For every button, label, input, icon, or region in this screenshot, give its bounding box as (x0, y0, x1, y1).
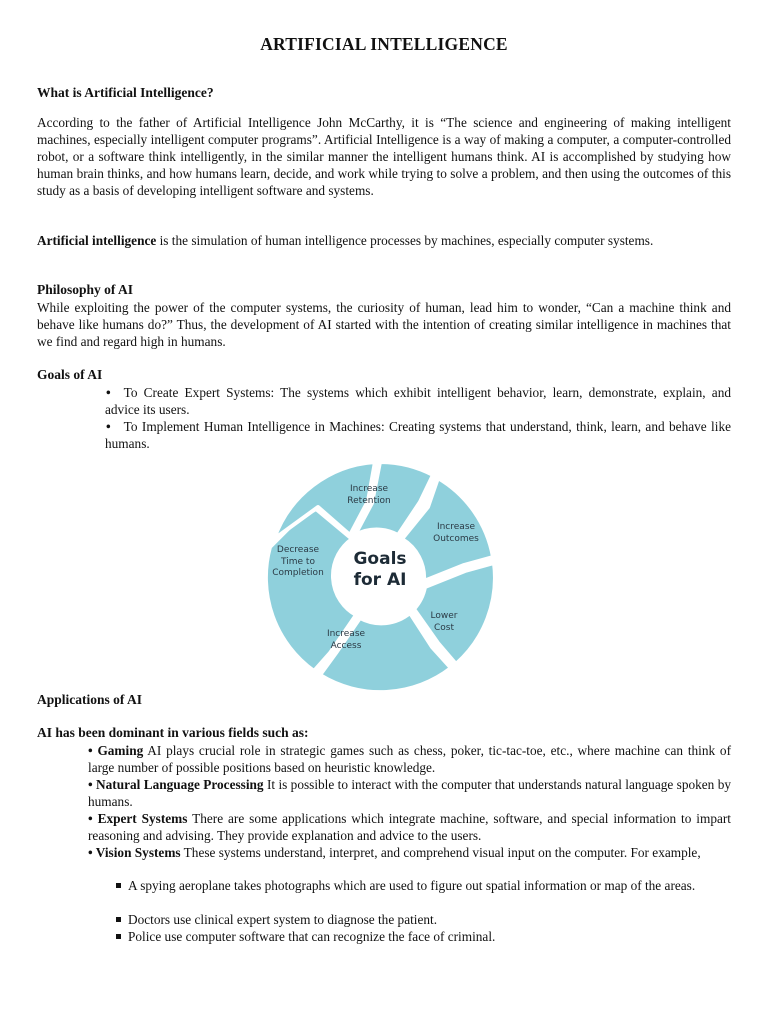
goal-item: • To Create Expert Systems: The systems which exhibit intelligent behavior, learn, demonstrate, explain, and advice its users. (105, 385, 731, 417)
example-text: Police use computer software that can recognize the face of criminal. (128, 929, 496, 944)
square-bullet-icon (116, 917, 121, 922)
paragraph-definition (37, 232, 731, 249)
label-line: Time to (281, 556, 315, 567)
heading-philosophy: Philosophy of AI (37, 282, 134, 297)
field-item-nlp: • Natural Language Processing It is possible to interact with the computer that understands natural language spoken by humans. (88, 777, 731, 809)
heading-what-is-ai: What is Artificial Intelligence? (37, 85, 214, 100)
page-title: ARTIFICIAL INTELLIGENCE (260, 34, 508, 54)
goal-text: To Create Expert Systems: The systems which exhibit intelligent behavior, learn, demonstrate, explain, and advice its users. (105, 385, 731, 417)
field-text: There are some applications which integrate machine, software, and special information to impart reasoning and advising. They provide explanation and advice to the users. (88, 811, 731, 843)
label-increase-access (306, 629, 386, 652)
definition-term: Artificial intelligence (37, 233, 157, 248)
center-line-1: Goals (353, 549, 407, 569)
label-line: Completion (272, 568, 324, 578)
label-line: Increase (436, 522, 476, 532)
field-name: Gaming (97, 743, 144, 758)
label-line: Lower (430, 611, 458, 621)
label-line: Outcomes (433, 533, 479, 544)
goal-text: To Implement Human Intelligence in Machines: Creating systems that understand, think, learn, and behave like humans. (105, 419, 731, 451)
label-line: Increase (349, 484, 389, 494)
square-bullet-icon (116, 883, 121, 888)
label-lower-cost (404, 611, 484, 634)
label-increase-outcomes (416, 522, 496, 545)
heading-goals: Goals of AI (37, 367, 103, 382)
field-text: AI plays crucial role in strategic games such as chess, poker, tic-tac-toe, etc., where machine can think of large number of possible positions based on heuristic knowledge. (88, 743, 732, 775)
heading-fields: AI has been dominant in various fields such as: (37, 725, 309, 740)
example-text: Doctors use clinical expert system to diagnose the patient. (128, 912, 438, 927)
label-increase-retention (329, 484, 409, 507)
label-decrease-time (258, 545, 338, 580)
example-text: A spying aeroplane takes photographs which are used to figure out spatial information or map of the areas. (128, 878, 696, 893)
field-name: Natural Language Processing (96, 777, 264, 792)
label-line: Access (330, 640, 362, 651)
field-item-vision: • Vision Systems These systems understand, interpret, and comprehend visual input on the computer. For example, (88, 845, 701, 860)
label-line: Cost (433, 622, 454, 633)
label-line: Increase (326, 629, 366, 639)
field-item-gaming: • Gaming AI plays crucial role in strategic games such as chess, poker, tic-tac-toe, etc., where machine can think of large number of possible positions based on heuristic knowledge. (88, 743, 732, 775)
field-item-expert: • Expert Systems There are some applications which integrate machine, software, and special information to impart reasoning and advising. They provide explanation and advice to the users. (88, 811, 731, 843)
example-item (104, 877, 731, 894)
paragraph-what-is-ai: According to the father of Artificial Intelligence John McCarthy, it is “The science and engineering of making intelligent machines, especially intelligent computer programs”. Artificial Intelligence is a way of making a computer, a computer-controlled robot, or a software think intelligently, in the similar manner the intelligent humans think. AI is accomplished by studying how human brain thinks, and how humans learn, decide, and work while trying to solve a problem, and then using the outcomes of this study as a basis of developing intelligent software and systems. (37, 115, 731, 198)
example-item (104, 911, 731, 928)
center-line-2: for AI (353, 570, 407, 590)
goals-cycle-diagram (260, 457, 500, 697)
goal-item: • To Implement Human Intelligence in Machines: Creating systems that understand, think, learn, and behave like humans. (105, 419, 731, 451)
definition-text: is the simulation of human intelligence processes by machines, especially computer systems. (156, 233, 654, 248)
example-item (104, 928, 731, 945)
field-name: Expert Systems (97, 811, 188, 826)
field-text: It is possible to interact with the computer that understands natural language spoken by humans. (88, 777, 731, 809)
diagram-center-label (350, 549, 410, 591)
heading-applications: Applications of AI (37, 692, 143, 707)
label-line: Decrease (276, 545, 320, 555)
label-line: Retention (347, 495, 391, 506)
paragraph-philosophy: While exploiting the power of the computer systems, the curiosity of human, lead him to wonder, “Can a machine think and behave like humans do?” Thus, the development of AI started with the intention of creating similar intelligence in machines that we find and regard high in humans. (37, 300, 731, 349)
field-name: Vision Systems (95, 845, 181, 860)
square-bullet-icon (116, 934, 121, 939)
field-text: These systems understand, interpret, and comprehend visual input on the computer. For example, (180, 845, 701, 860)
